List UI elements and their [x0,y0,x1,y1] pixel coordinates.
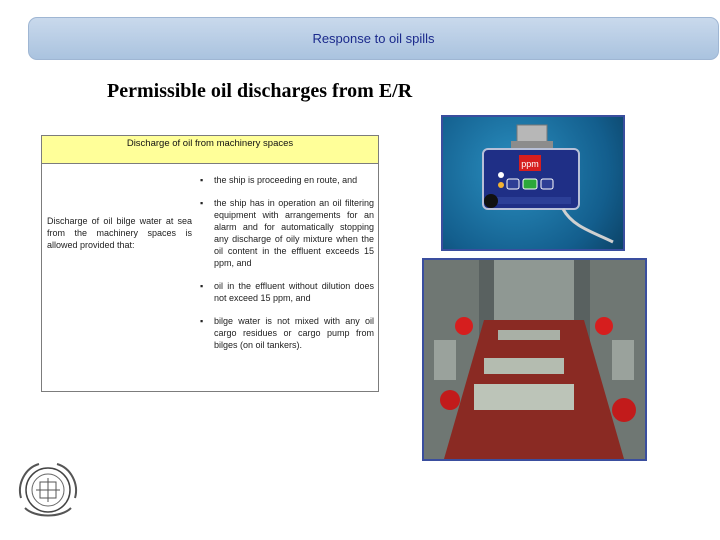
condition-item: ▪ bilge water is not mixed with any oil cargo residues or cargo pump from bilges (on oil tankers). [200,315,374,351]
slide-title: Permissible oil discharges from E/R [107,80,413,102]
header-title: Response to oil spills [312,31,435,46]
condition-item: ▪ the ship has in operation an oil filtering equipment with arrangements for an alarm and for automatically stopping any discharge of oily mixture when the oil content in the effluent exceeds 15 ppm, and [200,197,374,269]
header-bar [28,17,719,60]
discharge-table [41,135,379,392]
oil-content-meter-photo [441,115,625,251]
emblem-icon [13,458,83,522]
condition-item: ▪ the ship is proceeding en route, and [200,174,374,186]
conditions-list [200,174,374,362]
oil-content-meter-illustration [443,117,623,249]
engine-room-illustration [424,260,645,459]
table-heading: Discharge of oil from machinery spaces [42,136,378,164]
condition-item: ▪ oil in the effluent without dilution does not exceed 15 ppm, and [200,280,374,304]
meter-display: ppm [521,159,539,169]
imo-emblem-logo [13,458,83,522]
table-left-cell: Discharge of oil bilge water at sea from the machinery spaces is allowed provided that: [47,216,192,250]
engine-room-photo [422,258,647,461]
